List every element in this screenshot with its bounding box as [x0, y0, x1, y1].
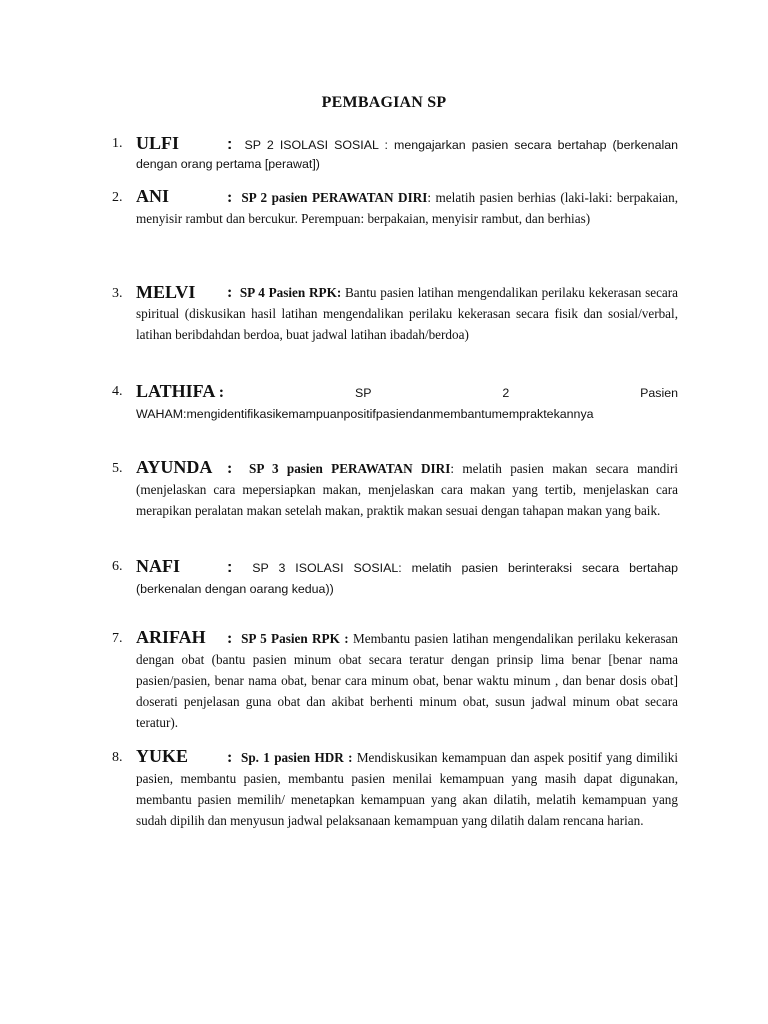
- item-number: 8.: [112, 750, 123, 765]
- item-heading: SP 4 Pasien RPK:: [239, 285, 342, 300]
- item-content: [136, 628, 678, 733]
- item-colon: :: [218, 384, 225, 401]
- list-item: [112, 458, 678, 521]
- item-content: [136, 282, 678, 345]
- item-number: 7.: [112, 631, 123, 646]
- item-content: [136, 187, 678, 229]
- list-item: [112, 628, 678, 733]
- item-colon: :: [227, 630, 233, 647]
- item-content: [136, 133, 678, 174]
- item-colon: :: [227, 749, 233, 766]
- item-number: 5.: [112, 461, 123, 476]
- item-name: AYUNDA: [136, 457, 213, 477]
- item-name: NAFI: [136, 556, 180, 576]
- item-text: SP 3 ISOLASI SOSIAL: melatih pasien berinteraksi secara bertahap (berkenalan dengan oarang kedua)): [136, 561, 678, 596]
- item-text: : melatih pasien berhias (laki-laki: berpakaian, menyisir rambut dan bercukur. Perempuan: berpakaian, menyisir rambut, dan berhias): [136, 190, 678, 226]
- item-colon: :: [227, 136, 233, 153]
- item-colon: :: [227, 559, 233, 576]
- item-number: 1.: [112, 136, 123, 151]
- item-name: ULFI: [136, 133, 180, 153]
- item-heading: SP 3 pasien PERAWATAN DIRI: [248, 461, 451, 476]
- item-text: WAHAM:mengidentifikasikemampuanpositifpasiendanmembantumempraktekannya: [136, 407, 594, 421]
- item-number: 6.: [112, 559, 123, 574]
- item-number: 2.: [112, 190, 123, 205]
- item-text: Membantu pasien latihan mengendalikan perilaku kekerasan dengan obat (bantu pasien minum obat secara teratur dengan prinsip lima benar [benar nama pasien/pasien, benar nama obat, benar cara minum obat, benar waktu minum , dan benar dosis obat] doserati penjelasan guna obat dan akibat berhenti minum obat, susun jadwal minum obat secara teratur).: [136, 631, 679, 730]
- list-item: [112, 187, 678, 229]
- item-number: 3.: [112, 286, 123, 301]
- item-text: : melatih pasien makan secara mandiri (menjelaskan cara mepersiapkan makan, menjelaskan cara makan yang tertib, menjelaskan cara merapikan peralatan makan setelah makan, praktik makan sesuai dengan tahapan makan yang baik.: [136, 461, 678, 518]
- item-colon: :: [227, 189, 233, 206]
- list-item: [112, 747, 678, 831]
- item-spread-line: [136, 381, 678, 404]
- item-name: ARIFAH: [136, 627, 206, 647]
- item-content: [136, 381, 678, 424]
- item-colon: :: [227, 284, 233, 301]
- item-sp-label: SP: [354, 386, 372, 400]
- item-text: Bantu pasien latihan mengendalikan perilaku kekerasan secara spiritual (diskusikan hasil latihan mengendalikan perilaku kekerasan secara fisik dan sosial/verbal, latihan beribdahdan berdoa, buat jadwal latihan ibadah/berdoa): [136, 285, 679, 342]
- item-name: ANI: [136, 186, 170, 206]
- item-heading: SP 5 Pasien RPK :: [241, 631, 349, 646]
- list-item: [112, 282, 678, 345]
- item-name-group: [136, 381, 224, 404]
- item-colon: :: [227, 460, 233, 477]
- list-item: [112, 381, 678, 424]
- item-content: [136, 556, 678, 600]
- page-title: PEMBAGIAN SP: [321, 94, 447, 111]
- item-number: 4.: [112, 384, 123, 399]
- item-sp-number: 2: [502, 386, 510, 400]
- item-text: Mendiskusikan kemampuan dan aspek positif yang dimiliki pasien, membantu pasien, membantu pasien menilai kemampuan yang masih dapat digunakan, membantu pasien memilih/ menetapkan kemampuan yang akan dilatih, melatih kemampuan yang sudah dipilih dan menyusun jadwal pelaksanaan kemampuan yang dilatih dalam rencana harian.: [136, 750, 679, 828]
- list-item: [112, 133, 678, 174]
- item-name: YUKE: [136, 746, 189, 766]
- item-pasien-label: Pasien: [640, 386, 678, 400]
- item-heading: SP 2 pasien PERAWATAN DIRI: [241, 190, 428, 205]
- item-name: MELVI: [136, 282, 196, 302]
- item-text: SP 2 ISOLASI SOSIAL : mengajarkan pasien secara bertahap (berkenalan dengan orang pertama [perawat]): [136, 138, 678, 171]
- item-content: [136, 747, 678, 831]
- item-content: [136, 458, 678, 521]
- item-name: LATHIFA: [136, 381, 216, 401]
- list-item: [112, 556, 678, 600]
- item-heading: Sp. 1 pasien HDR :: [241, 750, 353, 765]
